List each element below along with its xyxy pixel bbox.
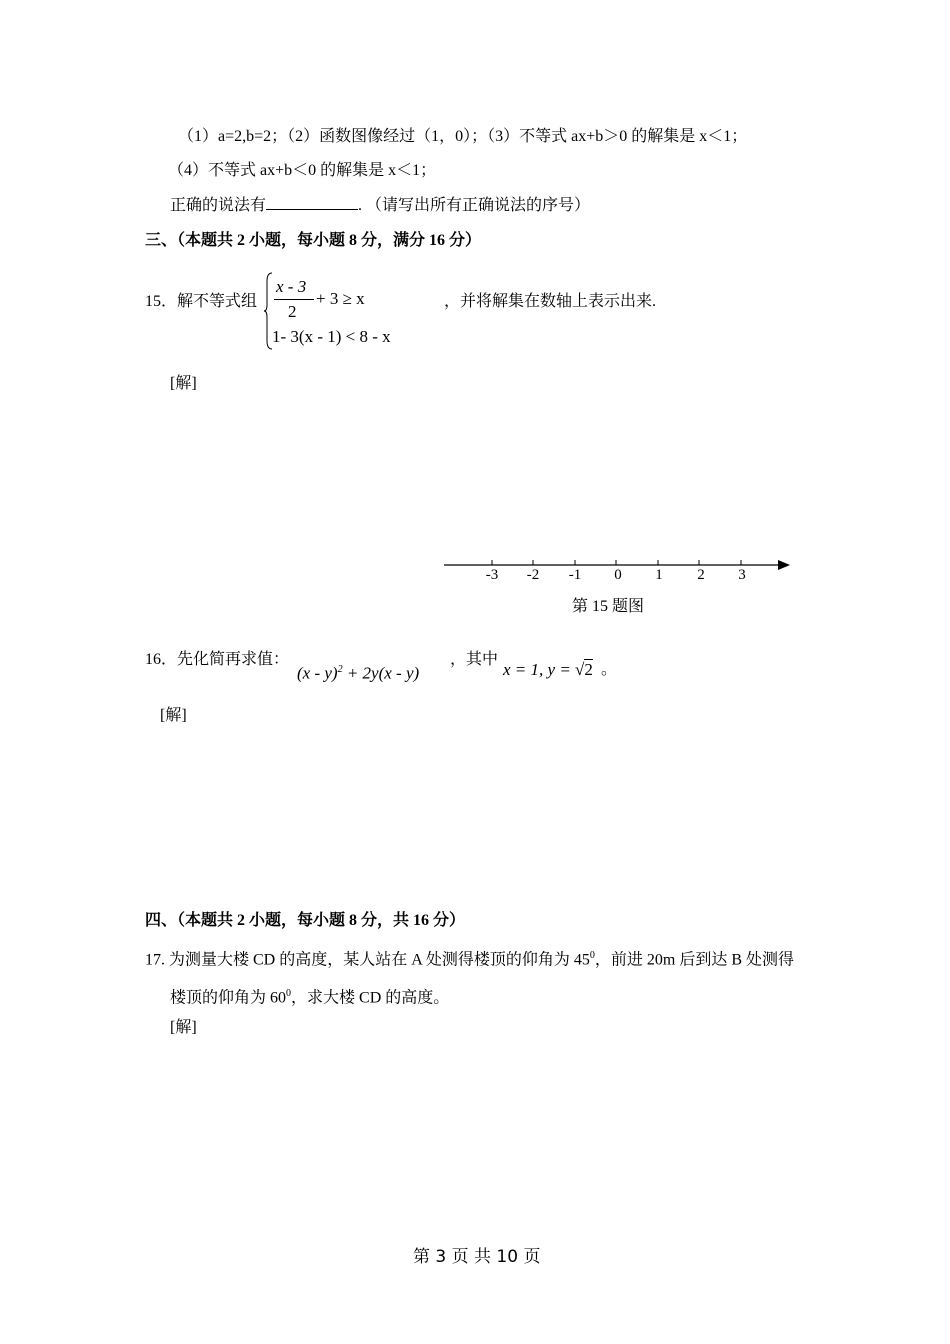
q15-solution-label: [解] — [170, 375, 197, 392]
q15-figure-caption: 第 15 题图 — [572, 598, 645, 615]
q15-prefix: 15．解不等式组 — [145, 293, 258, 310]
sqrt-icon: √ — [575, 660, 585, 679]
tick-label: 1 — [655, 567, 663, 583]
section-4-heading: 四、（本题共 2 小题，每小题 8 分，共 16 分） — [145, 912, 466, 929]
q17-line2: 楼顶的仰角为 $60^0$，求大楼 CD 的高度。 — [170, 988, 450, 1007]
section-3-heading: 三、（本题共 2 小题，每小题 8 分，满分 16 分） — [145, 232, 482, 249]
q15-ineq2: 1- 3(x - 1) < 8 - x — [272, 327, 391, 346]
tick-label: 3 — [738, 567, 746, 583]
tick-label: -1 — [568, 567, 582, 583]
q17-line1: 17. 为测量大楼 CD 的高度，某人站在 A 处测得楼顶的仰角为 $45^0$，前进 20m 后到达 B 处测得 — [145, 950, 795, 969]
tick-label: 0 — [614, 567, 622, 583]
q16-where: ，其中 — [450, 651, 499, 668]
q16-prefix: 16．先化简再求值： — [145, 651, 290, 668]
q16-expression: (x - y)$^2$ + 2y(x - y) — [297, 663, 420, 683]
q16-solution-label: [解] — [160, 707, 187, 724]
q14-options-line2: （4）不等式 ax+b＜0 的解集是 x＜1； — [168, 162, 437, 179]
q16-condition: x = 1, y = √2 — [503, 660, 593, 679]
q14-answer-blank — [266, 195, 358, 210]
page-footer: 第 3 页 共 10 页 — [413, 1247, 541, 1267]
q16-end: 。 — [601, 661, 618, 678]
number-line-arrow-icon — [778, 560, 790, 570]
q14-answer-line — [170, 195, 590, 216]
tick-label: 2 — [697, 567, 705, 583]
q15-ineq1-numerator: x - 3 — [276, 277, 307, 296]
q15-ineq1-rest: + 3 ≥ x — [316, 289, 365, 308]
q14-answer-prefix: 正确的说法有 — [170, 197, 267, 214]
q14-answer-suffix: . （请写出所有正确说法的序号） — [358, 197, 591, 214]
tick-label: -2 — [526, 567, 540, 583]
q15-suffix: ，并将解集在数轴上表示出来. — [444, 293, 657, 310]
tick-label: -3 — [485, 567, 499, 583]
q14-options-line1: （1）a=2,b=2；（2）函数图像经过（1，0）；（3）不等式 ax+b＞0 的解集是 x＜1； — [178, 128, 748, 145]
q16-sqrt-value: 2 — [584, 660, 593, 679]
q15-fraction-bar — [274, 299, 314, 300]
q17-solution-label: [解] — [170, 1019, 197, 1036]
q15-ineq1-denominator: 2 — [288, 302, 297, 321]
